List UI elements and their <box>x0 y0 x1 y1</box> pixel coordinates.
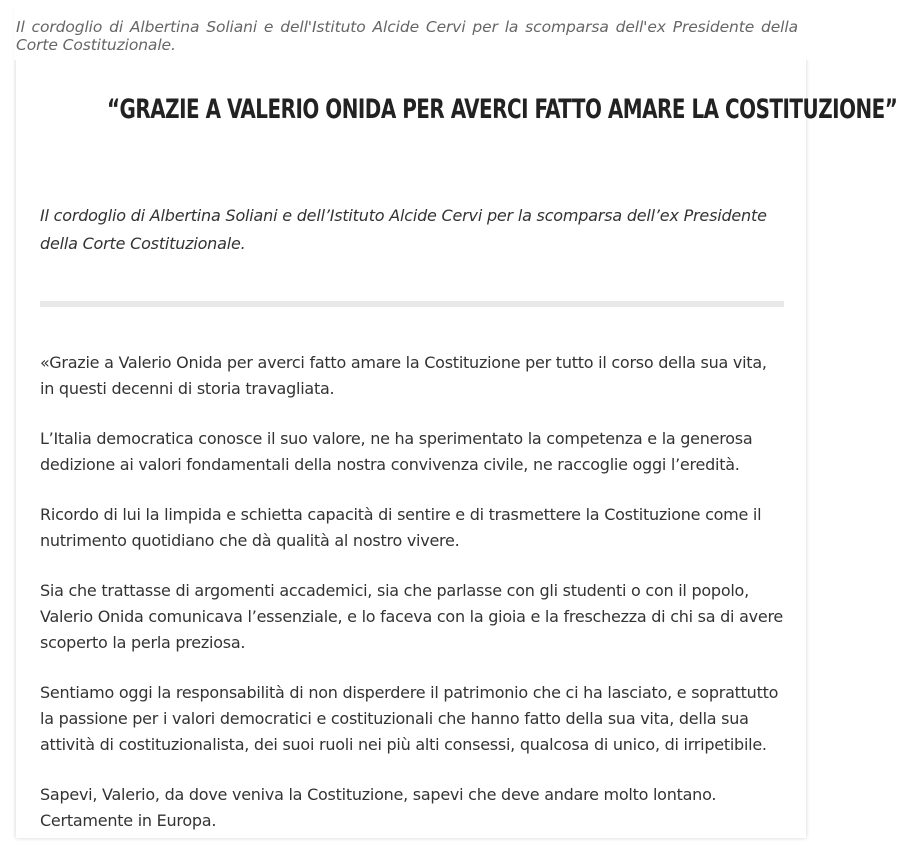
article <box>40 88 897 858</box>
article-paragraph: Sia che trattasse di argomenti accademici, sia che parlasse con gli studenti o con il popolo, Valerio Onida comunicava l’essenziale, e lo faceva con la gioia e la freschezza di chi sa di avere scoperto la perla preziosa. <box>40 581 784 652</box>
article-body <box>40 350 784 834</box>
article-lead: Il cordoglio di Albertina Soliani e dell’Istituto Alcide Cervi per la scomparsa dell’ex Presidente della Corte Costituzionale. <box>40 206 767 253</box>
article-paragraph: Sentiamo oggi la responsabilità di non disperdere il patrimonio che ci ha lasciato, e soprattutto la passione per i valori democratici e costituzionali che hanno fatto della sua vita, della sua attività di costituzionalista, dei suoi ruoli nei più alti consessi, qualcosa di unico, di irripetibile. <box>40 683 779 754</box>
article-paragraph: Ricordo di lui la limpida e schietta capacità di sentire e di trasmettere la Costituzione come il nutrimento quotidiano che dà qualità al nostro vivere. <box>40 505 762 550</box>
article-paragraph: L’Italia democratica conosce il suo valore, ne ha sperimentato la competenza e la generosa dedizione ai valori fondamentali della nostra convivenza civile, ne raccoglie oggi l’eredità. <box>40 429 753 474</box>
article-title: “GRAZIE A VALERIO ONIDA PER AVERCI FATTO AMARE LA COSTITUZIONE” <box>106 94 897 125</box>
image-caption: Il cordoglio di Albertina Soliani e dell'Istituto Alcide Cervi per la scomparsa dell'ex Presidente della Corte Costituzionale. <box>16 18 798 54</box>
article-paragraph: «Grazie a Valerio Onida per averci fatto amare la Costituzione per tutto il corso della sua vita, in questi decenni di storia travagliata. <box>40 353 767 398</box>
section-divider <box>40 301 784 307</box>
article-paragraph: Sapevi, Valerio, da dove veniva la Costituzione, sapevi che deve andare molto lontano. Certamente in Europa. <box>40 785 717 830</box>
